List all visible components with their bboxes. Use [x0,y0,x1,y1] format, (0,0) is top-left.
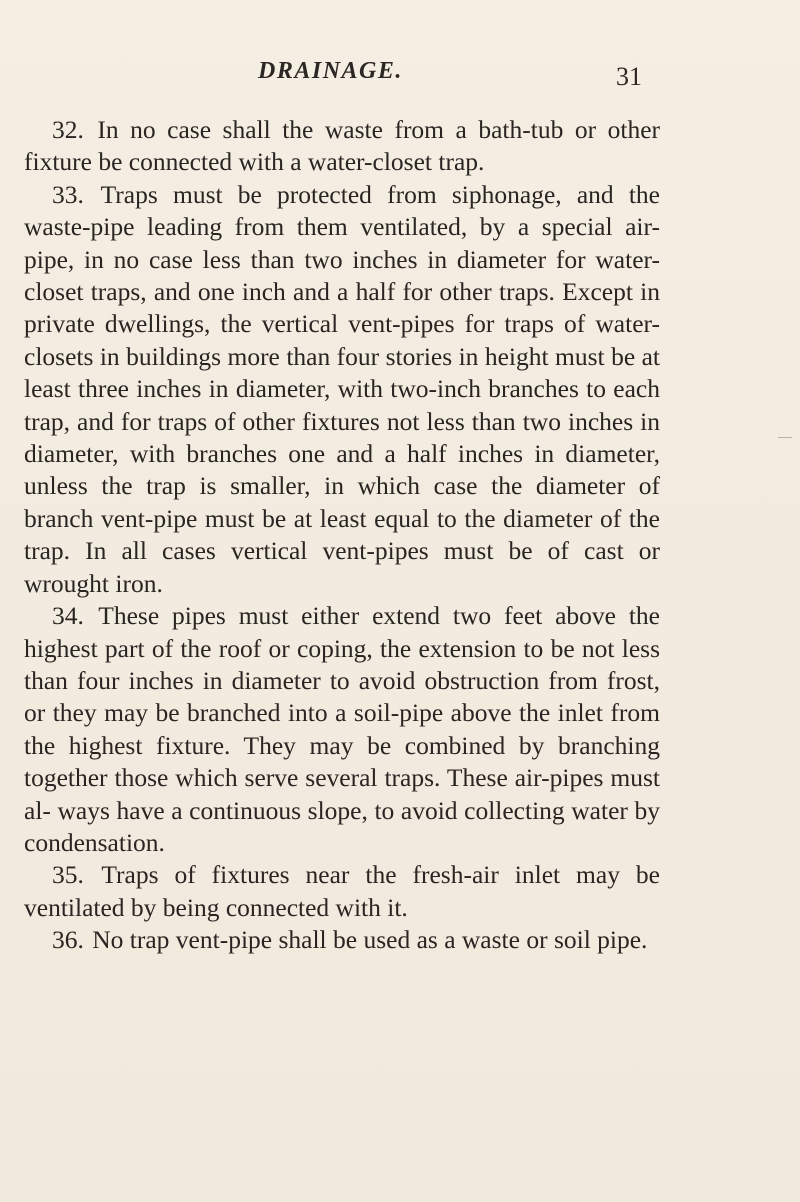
paragraph-number: 33. [52,179,84,209]
paragraph-number: 34. [52,601,84,631]
body-text [24,114,660,957]
paragraph-34 [24,600,660,859]
paragraph-35 [24,859,660,924]
paragraph-text: In no case shall the waste from a bath-tub or other fixture be connected with a water-closet trap. [24,115,660,177]
paragraph-text: Traps of fixtures near the fresh-air inlet may be ventilated by being connected with it. [24,860,660,922]
paragraph-33 [24,179,660,600]
page-number: 31 [616,62,642,91]
paragraph-number: 36. [52,925,84,955]
paragraph-text: Traps must be protected from siphonage, and the waste-pipe leading from them ventilated, by a special air-pipe, in no case less than two inches in diameter for water-closet traps, and one inch and a half for other traps. Except in private dwellings, the vertical vent-pipes for traps of water-closets in buildings more than four stories in height must be at least three inches in diameter, with two-inch branches to each trap, and for traps of other fixtures not less than two inches in diameter, with branches one and a half inches in diameter, unless the trap is smaller, in which case the diameter of branch vent-pipe must be at least equal to the diameter of the trap. In all cases vertical vent-pipes must be of cast or wrought iron. [24,179,661,598]
paragraph-36 [24,924,660,956]
paragraph-number: 32. [52,115,84,144]
paragraph-number: 35. [52,860,84,890]
paragraph-text: No trap vent-pipe shall be used as a waste or soil pipe. [92,925,648,955]
running-head: DRAINAGE. [258,58,403,84]
paragraph-32 [24,114,660,179]
page-edge-mark [778,437,792,438]
paragraph-text: These pipes must either extend two feet above the highest part of the roof or coping, the extension to be not less than four inches in diameter to avoid obstruction from frost, or they may be branched into a soil-pipe above the inlet from the highest fixture. They may be combined by branching together those which serve several traps. These air-pipes must al- ways have a continuous slope, to avoid collecting water by condensation. [24,601,660,857]
